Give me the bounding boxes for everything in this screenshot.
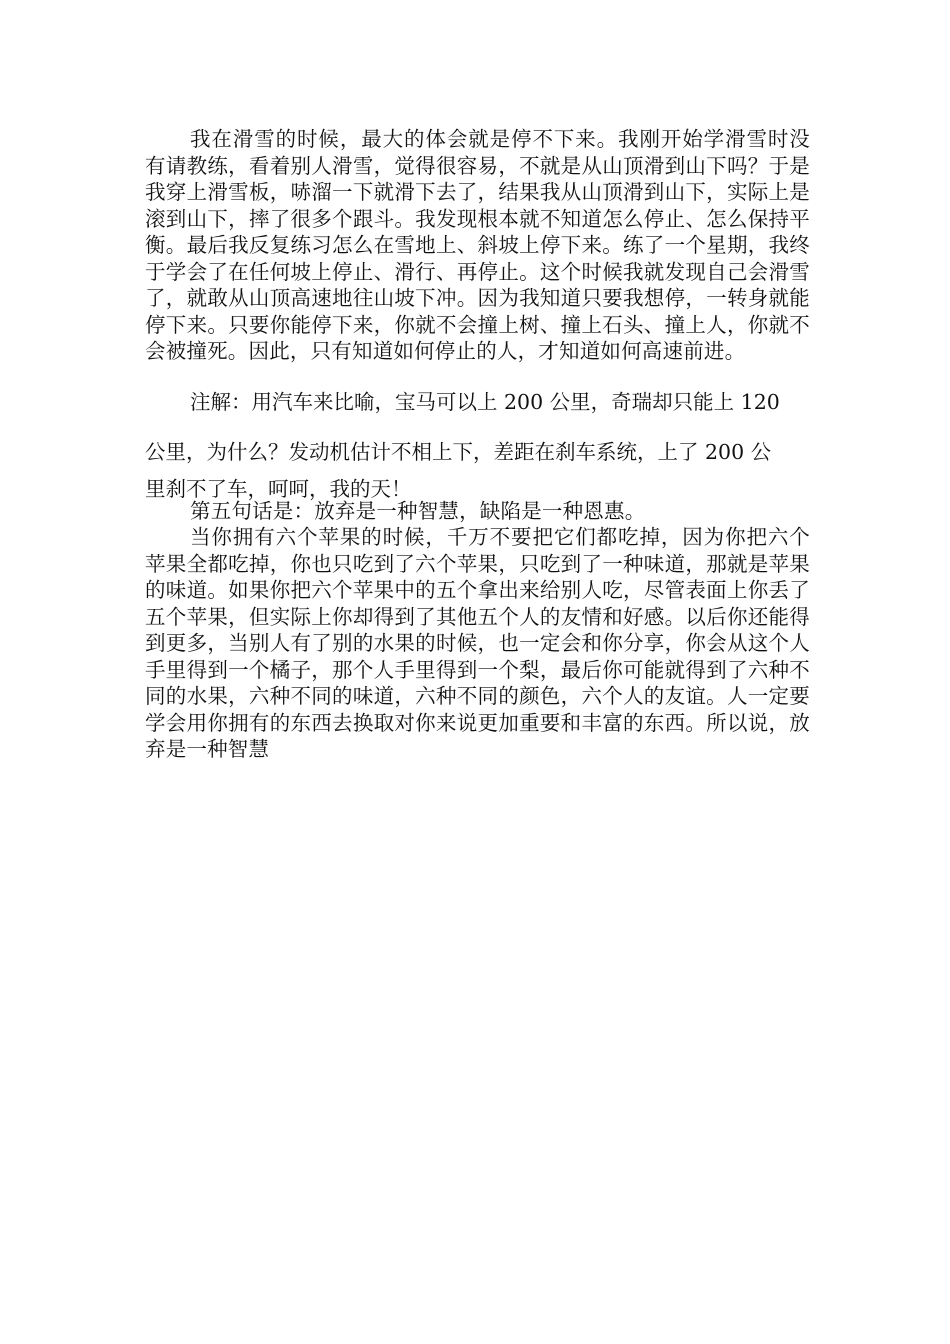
note-line-1: 注解：用汽车来比喻，宝马可以上 200 公里，奇瑞却只能上 120 — [190, 390, 780, 414]
paragraph-apples: 当你拥有六个苹果的时候，千万不要把它们都吃掉，因为你把六个苹果全都吃掉，你也只吃到了六个苹果，只吃到了一种味道，那就是苹果的味道。如果你把六个苹果中的五个拿出来给别人吃，尽管表面上你丢了五个苹果，但实际上你却得到了其他五个人的友情和好感。以后你还能得到更多，当别人有了别的水果的时候，也一定会和你分享，你会从这个人手里得到一个橘子，那个人手里得到一个梨，最后你可能就得到了六种不同的水果，六种不同的味道，六种不同的颜色，六个人的友谊。人一定要学会用你拥有的东西去换取对你来说更加重要和丰富的东西。所以说，放弃是一种智慧 — [145, 525, 810, 761]
note-line-2: 公里，为什么？发动机估计不相上下，差距在刹车系统，上了 200 公 — [145, 440, 772, 464]
note-line-3: 里刹不了车，呵呵，我的天！ — [145, 477, 412, 501]
paragraph-skiing: 我在滑雪的时候，最大的体会就是停不下来。我刚开始学滑雪时没有请教练，看着别人滑雪，觉得很容易，不就是从山顶滑到山下吗？于是我穿上滑雪板，哧溜一下就滑下去了，结果我从山顶滑到山下，实际上是滚到山下，摔了很多个跟斗。我发现根本就不知道怎么停止、怎么保持平衡。最后我反复练习怎么在雪地上、斜坡上停下来。练了一个星期，我终于学会了在任何坡上停止、滑行、再停止。这个时候我就发现自己会滑雪了，就敢从山顶高速地往山坡下冲。因为我知道只要我想停，一转身就能停下来。只要你能停下来，你就不会撞上树、撞上石头、撞上人，你就不会被撞死。因此，只有知道如何停止的人，才知道如何高速前进。 — [145, 127, 810, 363]
section-heading-fifth-sentence: 第五句话是：放弃是一种智慧，缺陷是一种恩惠。 — [190, 499, 646, 523]
